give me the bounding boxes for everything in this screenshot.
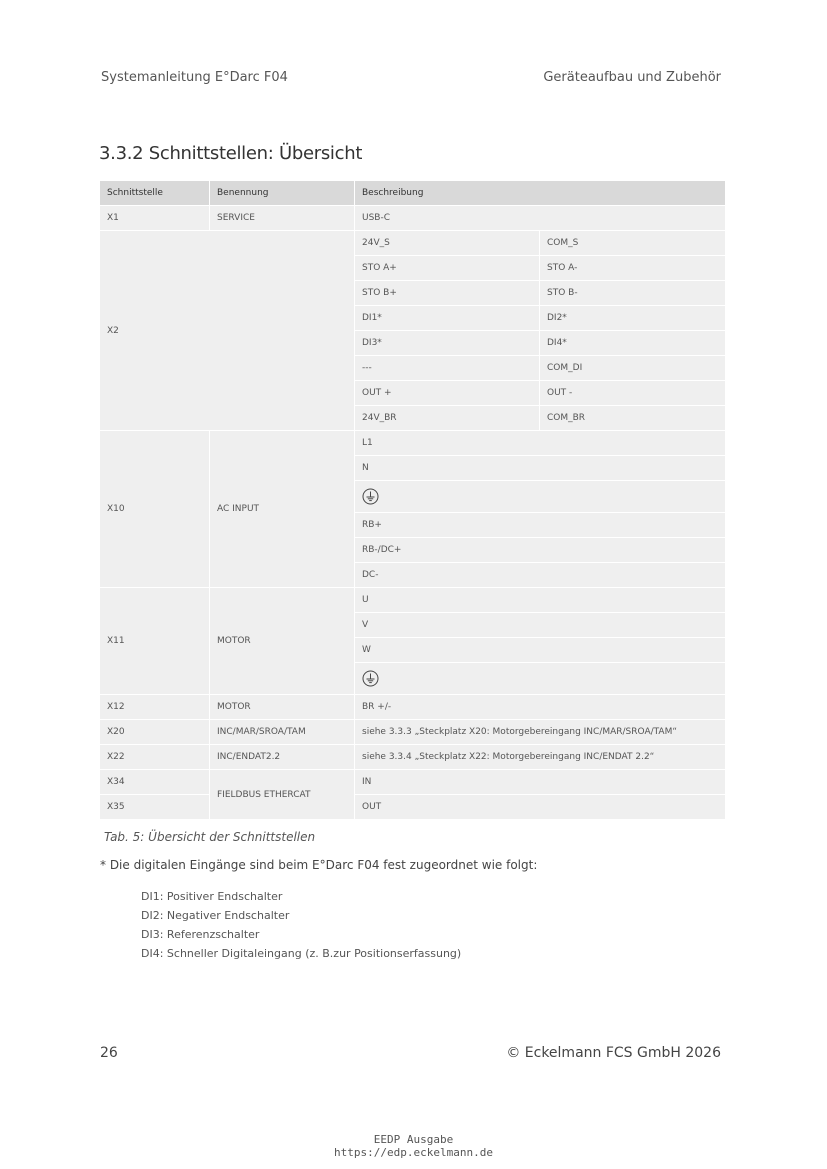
interface-cell: X11 xyxy=(100,588,210,695)
protective-earth-icon xyxy=(362,670,379,687)
name-cell: INC/ENDAT2.2 xyxy=(210,745,355,770)
description-cell: BR +/- xyxy=(355,695,726,720)
table-row xyxy=(100,795,726,820)
description-cell: V xyxy=(355,613,726,638)
list-item: DI4: Schneller Digitaleingang (z. B.zur Positionserfassung) xyxy=(141,947,462,960)
header-chapter-title: Geräteaufbau und Zubehör xyxy=(543,70,721,85)
column-header-interface: Schnittstelle xyxy=(100,181,210,206)
description-cell: L1 xyxy=(355,431,726,456)
description-cell: OUT + xyxy=(355,381,540,406)
name-cell: SERVICE xyxy=(210,206,355,231)
interfaces-table xyxy=(99,180,726,820)
table-row xyxy=(100,231,726,256)
description-cell: STO A+ xyxy=(355,256,540,281)
copyright-notice: © Eckelmann FCS GmbH 2026 xyxy=(506,1045,721,1061)
interface-cell: X20 xyxy=(100,720,210,745)
description-cell xyxy=(355,663,726,695)
description-cell: 24V_S xyxy=(355,231,540,256)
description-cell: USB-C xyxy=(355,206,726,231)
table-row xyxy=(100,206,726,231)
interface-cell: X35 xyxy=(100,795,210,820)
description-cell: STO A- xyxy=(540,256,726,281)
interface-cell: X22 xyxy=(100,745,210,770)
table-row xyxy=(100,431,726,456)
list-item: DI2: Negativer Endschalter xyxy=(141,909,290,922)
description-cell: STO B+ xyxy=(355,281,540,306)
edition-footer xyxy=(0,1133,827,1159)
list-item: DI1: Positiver Endschalter xyxy=(141,890,283,903)
description-cell: COM_BR xyxy=(540,406,726,431)
description-cell: --- xyxy=(355,356,540,381)
edition-label: EEDP Ausgabe xyxy=(373,1133,454,1146)
description-cell: OUT - xyxy=(540,381,726,406)
table-row xyxy=(100,695,726,720)
header-document-title: Systemanleitung E°Darc F04 xyxy=(101,70,288,85)
footnote: * Die digitalen Eingänge sind beim E°Darc F04 fest zugeordnet wie folgt: xyxy=(100,858,538,872)
description-cell: COM_DI xyxy=(540,356,726,381)
name-cell: MOTOR xyxy=(210,588,355,695)
table-row xyxy=(100,588,726,613)
name-cell: INC/MAR/SROA/TAM xyxy=(210,720,355,745)
table-row xyxy=(100,770,726,795)
description-cell: W xyxy=(355,638,726,663)
description-cell: U xyxy=(355,588,726,613)
description-cell: siehe 3.3.3 „Steckplatz X20: Motorgebereingang INC/MAR/SROA/TAM“ xyxy=(355,720,726,745)
description-cell: COM_S xyxy=(540,231,726,256)
interface-cell: X12 xyxy=(100,695,210,720)
digital-input-list xyxy=(141,889,461,965)
table-row xyxy=(100,745,726,770)
protective-earth-icon xyxy=(362,488,379,505)
description-cell: STO B- xyxy=(540,281,726,306)
description-cell: IN xyxy=(355,770,726,795)
description-cell: DI2* xyxy=(540,306,726,331)
edition-url: https://edp.eckelmann.de xyxy=(334,1146,493,1159)
name-cell: FIELDBUS ETHERCAT xyxy=(210,770,355,820)
column-header-name: Benennung xyxy=(210,181,355,206)
interface-cell: X2 xyxy=(100,231,355,431)
section-title: 3.3.2 Schnittstellen: Übersicht xyxy=(99,143,363,164)
name-cell: AC INPUT xyxy=(210,431,355,588)
description-cell: OUT xyxy=(355,795,726,820)
name-cell: MOTOR xyxy=(210,695,355,720)
interface-cell: X10 xyxy=(100,431,210,588)
description-cell: DI3* xyxy=(355,331,540,356)
description-cell: siehe 3.3.4 „Steckplatz X22: Motorgebereingang INC/ENDAT 2.2“ xyxy=(355,745,726,770)
description-cell: RB+ xyxy=(355,513,726,538)
description-cell: RB-/DC+ xyxy=(355,538,726,563)
page-number: 26 xyxy=(100,1045,118,1061)
interface-cell: X34 xyxy=(100,770,210,795)
description-cell: N xyxy=(355,456,726,481)
interface-cell: X1 xyxy=(100,206,210,231)
table-caption: Tab. 5: Übersicht der Schnittstellen xyxy=(104,830,316,844)
description-cell: DI4* xyxy=(540,331,726,356)
column-header-description: Beschreibung xyxy=(355,181,726,206)
table-row xyxy=(100,720,726,745)
description-cell: 24V_BR xyxy=(355,406,540,431)
table-header-row xyxy=(100,181,726,206)
list-item: DI3: Referenzschalter xyxy=(141,928,260,941)
description-cell xyxy=(355,481,726,513)
description-cell: DI1* xyxy=(355,306,540,331)
description-cell: DC- xyxy=(355,563,726,588)
